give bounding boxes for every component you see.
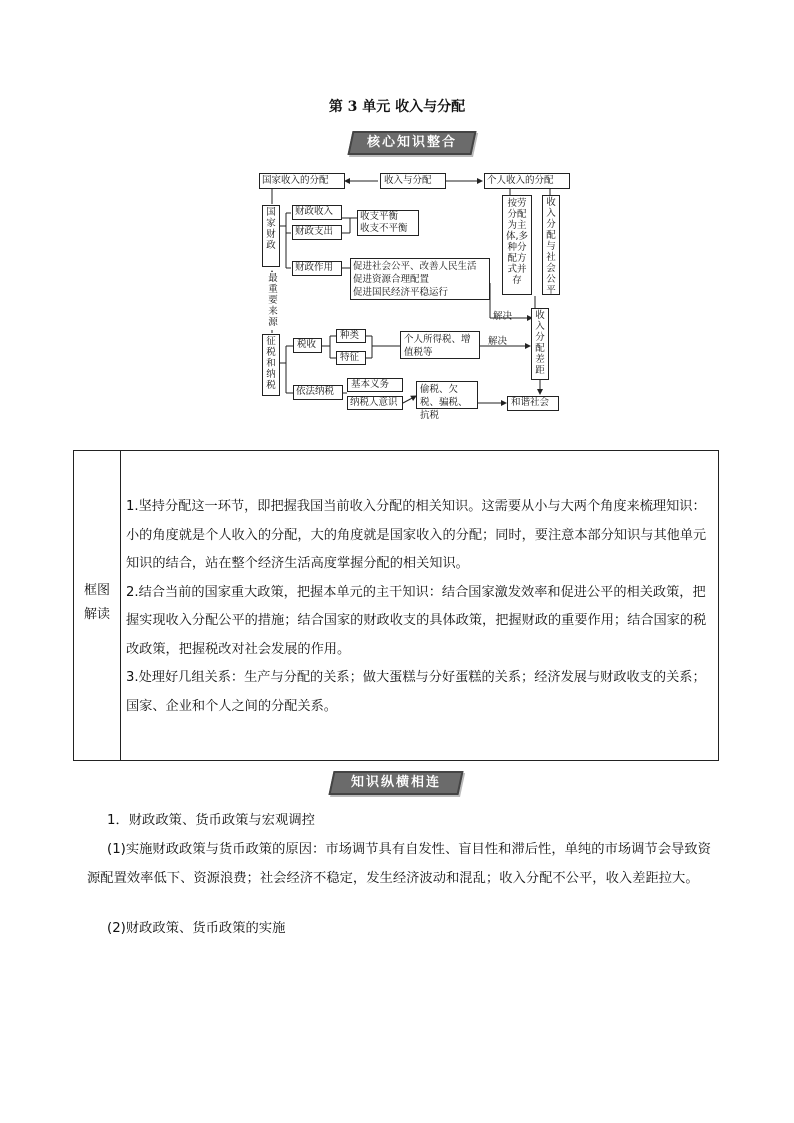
section-banner-links: 知识纵横相连	[328, 771, 463, 795]
role-item: 促进社会公平、改善人民生活	[353, 261, 477, 272]
role-items-node	[350, 258, 490, 300]
equity-node: 收入分配与社会公平	[542, 195, 560, 295]
table-content	[126, 493, 714, 721]
solve-label: 解决	[488, 336, 508, 347]
main-source-label: 最重要来源	[268, 273, 278, 328]
income-gap-node: 收入分配差距	[531, 308, 549, 380]
balance-node	[357, 210, 419, 236]
basic-duty-node: 基本义务	[347, 378, 403, 392]
section-paragraph: (1)实施财政政策与货币政策的原因：市场调节具有自发性、盲目性和滞后性，单纯的市场调节会导致资源配置效率低下、资源浪费；社会经济不稳定，发生经济波动和混乱；收入分配不公平，收入差距拉大。	[87, 842, 711, 886]
center-node: 收入与分配	[380, 173, 446, 189]
section-heading: 1．财政政策、货币政策与宏观调控	[107, 813, 315, 828]
page-title: 第 3 单元 收入与分配	[328, 99, 466, 115]
revenue-node: 财政收入	[292, 205, 342, 220]
taxation-node: 征税和纳税	[262, 334, 280, 396]
personal-income-node: 个人收入的分配	[484, 173, 570, 189]
balance-label: 收支平衡	[360, 211, 399, 222]
table-label	[74, 579, 120, 627]
explanation-table	[73, 450, 719, 761]
role-item: 促进国民经济平稳运行	[353, 287, 449, 298]
tax-node: 税收	[293, 338, 322, 353]
table-paragraph: 1.坚持分配这一环节，即把握我国当前收入分配的相关知识。这需要从小与大两个角度来梳理知识：小的角度就是个人收入的分配，大的角度就是国家收入的分配；同时，要注意本部分知识与其他单元知识的结合，站在整个经济生活高度掌握分配的相关知识。	[126, 499, 707, 571]
imbalance-label: 收支不平衡	[360, 223, 408, 234]
awareness-node: 纳税人意识	[347, 396, 403, 410]
harmony-node: 和谐社会	[507, 396, 559, 411]
features-node: 特征	[336, 351, 366, 365]
role-item: 促进资源合理配置	[353, 274, 430, 285]
table-paragraph: 2.结合当前的国家重大政策，把握本单元的主干知识：结合国家激发效率和促进公平的相关政策，把握实现收入分配公平的措施；结合国家的财政收支的具体政策，把握财政的重要作用；结合国家的税改政策，把握税改对社会发展的作用。	[126, 584, 707, 657]
table-label-column	[74, 451, 121, 760]
fiscal-node: 国家财政	[262, 205, 280, 267]
role-node: 财政作用	[292, 261, 342, 276]
section-banner-core: 核心知识整合	[347, 131, 476, 155]
concept-diagram	[250, 168, 570, 421]
table-paragraph: 3.处理好几组关系：生产与分配的关系；做大蛋糕与分好蛋糕的关系；经济发展与财政收支的关系；国家、企业和个人之间的分配关系。	[126, 670, 706, 714]
expense-node: 财政支出	[292, 225, 342, 240]
section-paragraph: (2)财政政策、货币政策的实施	[107, 921, 286, 936]
lawful-tax-node: 依法纳税	[293, 385, 343, 400]
tax-kinds-node: 个人所得税、增值税等	[400, 331, 480, 359]
types-node: 种类	[336, 329, 366, 343]
labor-distribution-node: 按劳分配为主体,多种分配方式并存	[502, 195, 532, 295]
solve-label: 解决	[493, 311, 513, 322]
table-label-line: 框图	[83, 583, 110, 598]
national-income-node: 国家收入的分配	[259, 173, 345, 189]
evasion-node: 偷税、欠税、骗税、抗税	[416, 381, 478, 409]
table-label-line: 解读	[83, 607, 110, 622]
